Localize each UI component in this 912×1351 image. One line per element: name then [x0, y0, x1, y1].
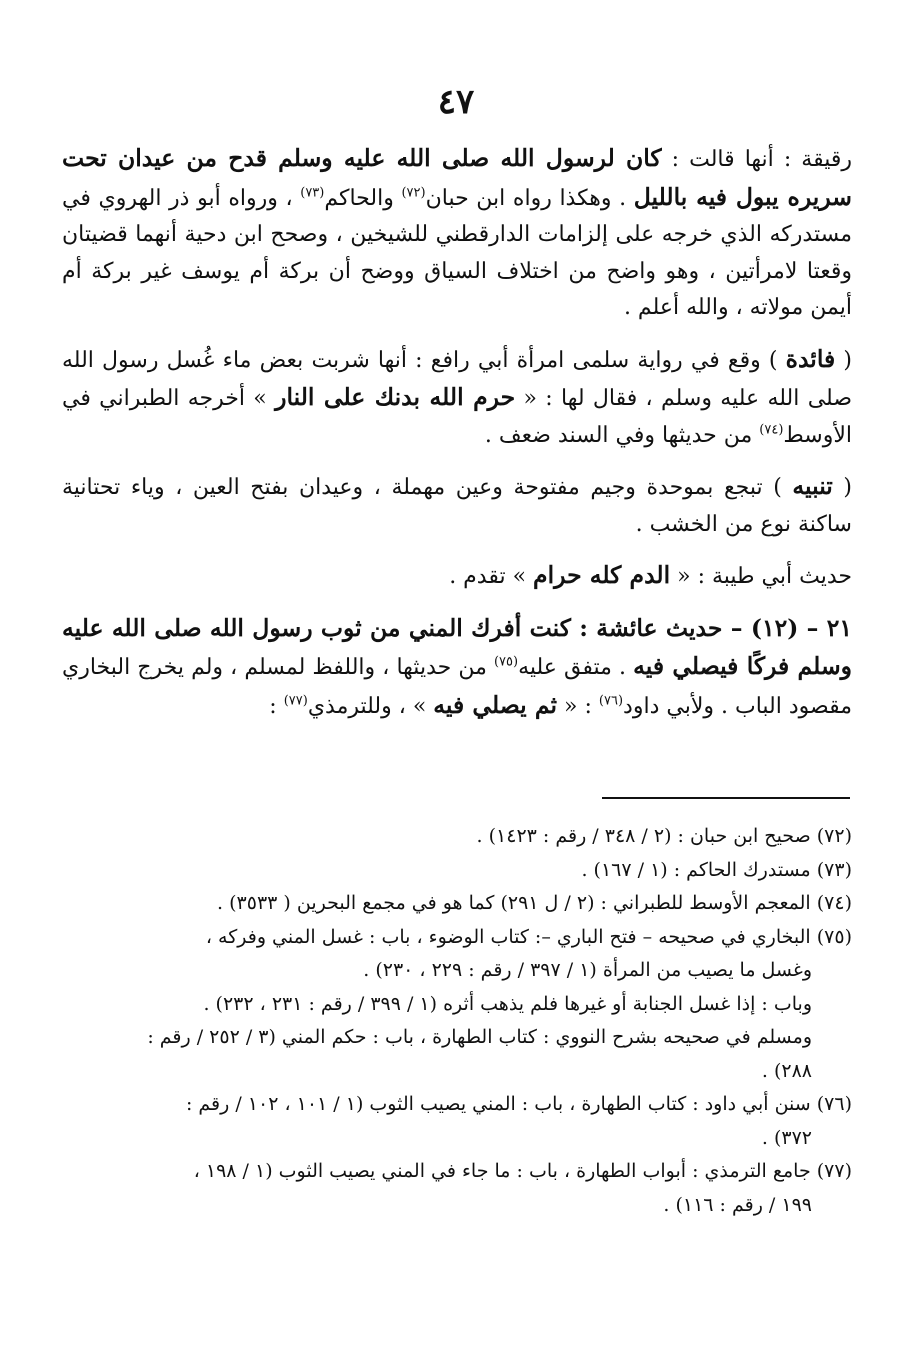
paragraph-hadith-21	[62, 610, 852, 726]
text-segment: من حديثها ، واللفظ لمسلم ، ولم يخرج البخاري مقصود الباب . ولأبي داود	[62, 655, 852, 719]
paragraph-hadith-baraka	[62, 140, 852, 327]
hadith-quote: ثم يصلي فيه	[433, 690, 558, 719]
text-segment: حديث أبي طيبة : «	[670, 564, 852, 589]
faida-label: فائدة	[785, 344, 836, 373]
text-segment: ) وقع في رواية سلمى امرأة أبي رافع : أنها شربت بعض ماء غُسل رسول الله صلى الله عليه وسلم ، فقال لها : «	[62, 347, 852, 411]
footnote-75	[62, 921, 852, 1089]
text-segment: ) تبجع بموحدة وجيم مفتوحة وعين مهملة ، وعيدان بفتح العين ، وياء تحتانية ساكنة نوع من الخشب .	[62, 475, 852, 537]
text-segment: . وهكذا رواه ابن حبان	[425, 185, 634, 211]
footnote-76-line: ٣٧٢) .	[761, 1126, 812, 1149]
text-segment: والحاكم	[324, 185, 402, 211]
footnote-divider	[602, 797, 850, 799]
footnotes	[62, 820, 852, 1222]
footnote-74: (٧٤) المعجم الأوسط للطبراني : (٢ / ل ٢٩١) كما هو في مجمع البحرين ( ٣٥٣٣) .	[217, 892, 852, 914]
page-number: ٤٧	[437, 82, 475, 122]
footnote-ref-77[interactable]: (٧٧)	[283, 693, 308, 709]
tanbih-label: تنبيه	[792, 472, 833, 500]
text-segment: من حديثها وفي السند ضعف .	[484, 422, 760, 448]
footnote-75-line: (٧٥) البخاري في صحيحه – فتح الباري –: كتاب الوضوء ، باب : غسل المني وفركه ،	[205, 925, 852, 948]
hadith-quote: حرم الله بدنك على النار	[275, 383, 516, 411]
paragraph-gap	[62, 454, 852, 468]
hadith-heading: ٢١ – (١٢) – حديث عائشة : كنت أفرك المني من ثوب رسول الله صلى الله عليه وسلم فركًا فيصلي فيه	[62, 613, 852, 680]
footnote-77-line: ١٩٩ / رقم : ١١٦) .	[663, 1193, 812, 1216]
text-segment: ، ورواه أبو ذر الهروي في مستدركه الذي خرجه على إلزامات الدارقطني للشيخين ، وصحح ابن دحية أنهما قضيتان وقعتا لامرأتين ، وهو واضح من اختلاف السياق ووضح أن بركة أم يوسف غير بركة أم أيمن مولاته ، والله أعلم .	[62, 185, 852, 320]
text-segment: » أخرجه الطبراني في الأوسط	[62, 386, 852, 448]
text-segment: » ، وللترمذي	[307, 693, 434, 719]
footnote-ref-76[interactable]: (٧٦)	[598, 693, 624, 709]
paragraph-gap	[62, 596, 852, 610]
paragraph-tanbih	[62, 468, 852, 543]
footnote-76-line: (٧٦) سنن أبي داود : كتاب الطهارة ، باب : المني يصيب الثوب (١ / ١٠١ ، ١٠٢ / رقم :	[185, 1093, 852, 1115]
paragraph-faida	[62, 341, 852, 455]
footnote-75-line: وباب : إذا غسل الجنابة أو غيرها فلم يذهب أثره (١ / ٣٩٩ / رقم : ٢٣١ ، ٢٣٢) .	[203, 992, 812, 1015]
footnote-75-line: ومسلم في صحيحه بشرح النووي : كتاب الطهارة ، باب : حكم المني (٣ / ٢٥٢ / رقم :	[147, 1026, 812, 1048]
text-segment: » تقدم .	[449, 564, 534, 589]
hadith-quote: الدم كله حرام	[533, 561, 671, 589]
text-segment: :	[269, 693, 284, 719]
footnote-77	[62, 1155, 852, 1222]
footnote-ref-72[interactable]: (٧٢)	[401, 185, 426, 201]
footnote-ref-75[interactable]: (٧٥)	[493, 654, 519, 670]
footnote-76	[62, 1088, 852, 1155]
paragraph-gap	[62, 543, 852, 557]
text-segment: . متفق عليه	[518, 655, 634, 680]
footnote-ref-74[interactable]: (٧٤)	[759, 422, 784, 438]
footnote-75-line: وغسل ما يصيب من المرأة (١ / ٣٩٧ / رقم : ٢٢٩ ، ٢٣٠) .	[363, 959, 812, 981]
footnote-77-line: (٧٧) جامع الترمذي : أبواب الطهارة ، باب : ما جاء في المني يصيب الثوب (١ / ١٩٨ ،	[193, 1160, 852, 1182]
footnote-75-line: ٢٨٨) .	[761, 1059, 812, 1082]
text-segment: رقيقة : أنها قالت :	[661, 147, 852, 172]
footnote-72: (٧٢) صحيح ابن حبان : (٢ / ٣٤٨ / رقم : ١٤٢٣) .	[476, 825, 852, 847]
main-text	[62, 140, 852, 725]
footnote-ref-73[interactable]: (٧٣)	[300, 185, 325, 201]
footnote-73: (٧٣) مستدرك الحاكم : (١ / ١٦٧) .	[581, 858, 852, 881]
text-segment: : «	[557, 693, 599, 719]
paragraph-abu-tayba	[62, 557, 852, 596]
text-segment: (	[832, 475, 853, 500]
paragraph-gap	[62, 327, 852, 341]
text-segment: (	[835, 347, 853, 373]
hadith-quote: كان لرسول الله صلى الله عليه وسلم قدح من عيدان تحت سريره يبول فيه بالليل	[62, 144, 852, 211]
